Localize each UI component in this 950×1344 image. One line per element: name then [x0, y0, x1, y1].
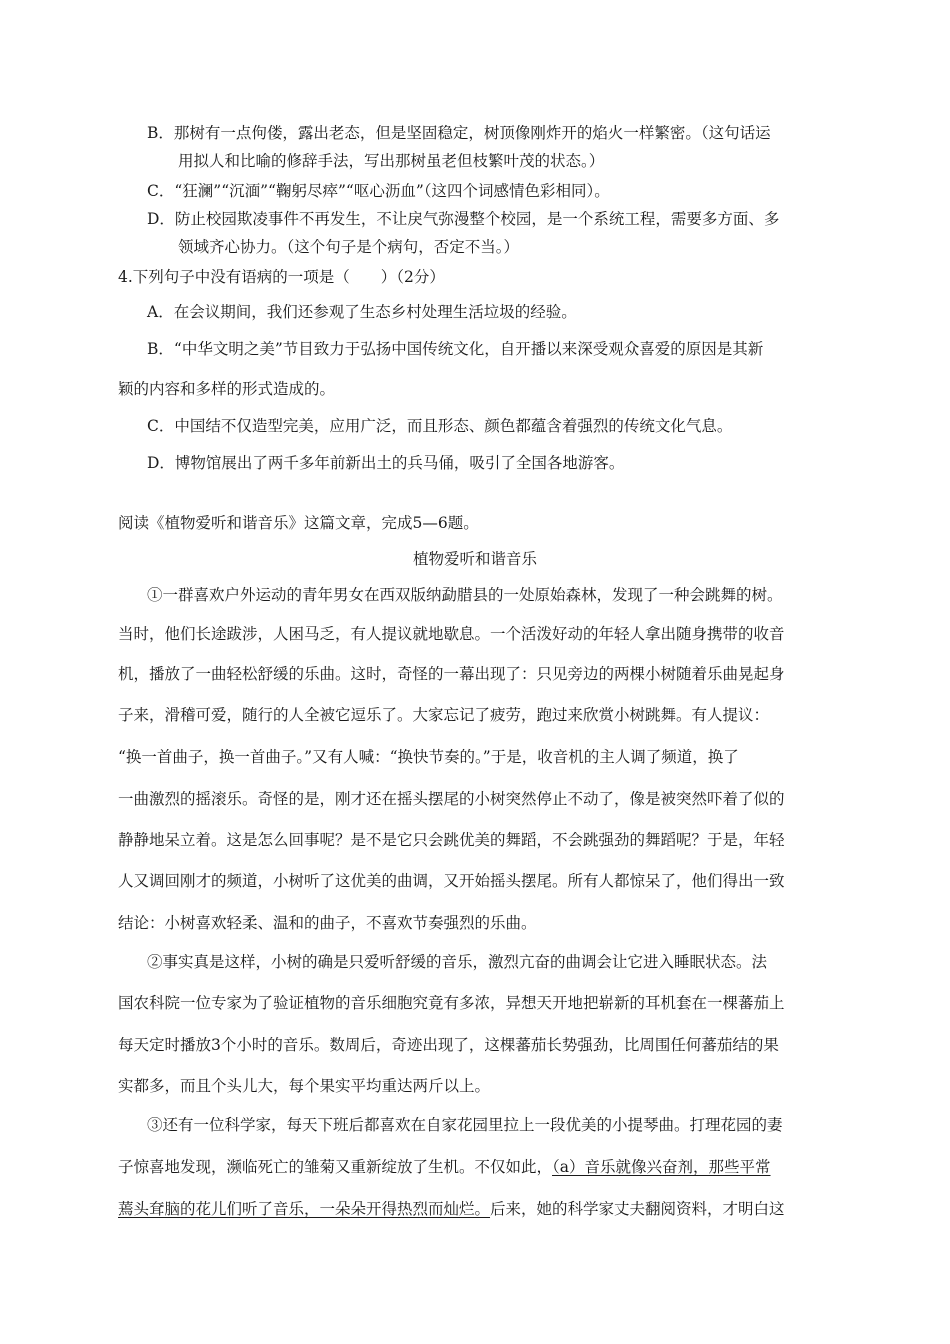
paragraph-1-line: “换一首曲子，换一首曲子。”又有人喊：“换快节奏的。”于是，收音机的主人调了频道，换了 [118, 748, 739, 766]
paragraph-2-line: ②事实真是这样，小树的确是只爱听舒缓的音乐，激烈亢奋的曲调会让它进入睡眠状态。法 [147, 953, 768, 971]
paragraph-3-text: 后来，她的科学家丈夫翻阅资料，才明白这 [490, 1200, 785, 1218]
reading-intro: 阅读《植物爱听和谐音乐》这篇文章，完成5—6题。 [118, 514, 479, 532]
underlined-sentence-a-cont: 蔫头耷脑的花儿们听了音乐，一朵朵开得热烈而灿烂。 [118, 1200, 491, 1218]
q3-option-b-line1: B．那树有一点佝偻，露出老态，但是坚固稳定，树顶像刚炸开的焰火一样繁密。（这句话运 [147, 124, 771, 142]
paragraph-1-line: 静静地呆立着。这是怎么回事呢？是不是它只会跳优美的舞蹈，不会跳强劲的舞蹈呢？于是，年轻 [118, 831, 785, 849]
q4-option-b-line2: 颖的内容和多样的形式造成的。 [118, 380, 336, 398]
q4-option-d: D．博物馆展出了两千多年前新出土的兵马俑，吸引了全国各地游客。 [147, 454, 625, 472]
paragraph-2-line: 国农科院一位专家为了验证植物的音乐细胞究竟有多浓，异想天开地把崭新的耳机套在一棵蕃茄上 [118, 994, 785, 1012]
q3-option-b-line2: 用拟人和比喻的修辞手法，写出那树虽老但枝繁叶茂的状态。） [178, 152, 605, 170]
q3-option-d-line2: 领域齐心协力。（这个句子是个病句，否定不当。） [178, 238, 520, 256]
paragraph-3-text: 子惊喜地发现，濒临死亡的雏菊又重新绽放了生机。不仅如此， [118, 1158, 553, 1176]
q4-stem: 4.下列句子中没有语病的一项是（ ）（2分） [118, 268, 445, 286]
paragraph-3-line [118, 1156, 771, 1178]
paragraph-1-line: ①一群喜欢户外运动的青年男女在西双版纳勐腊县的一处原始森林，发现了一种会跳舞的树。 [147, 586, 783, 604]
q4-option-b-line1: B．“中华文明之美”节目致力于弘扬中国传统文化，自开播以来深受观众喜爱的原因是其新 [147, 340, 764, 358]
paragraph-1-line: 结论：小树喜欢轻柔、温和的曲子，不喜欢节奏强烈的乐曲。 [118, 914, 537, 932]
q3-option-d-line1: D．防止校园欺凌事件不再发生，不让戾气弥漫整个校园，是一个系统工程，需要多方面、多 [147, 210, 780, 228]
q3-option-c: C．“狂澜”“沉湎”“鞠躬尽瘁”“呕心沥血”（这四个词感情色彩相同）。 [147, 182, 610, 200]
paragraph-1-line: 一曲激烈的摇滚乐。奇怪的是，刚才还在摇头摆尾的小树突然停止不动了，像是被突然吓着了似的 [118, 790, 785, 808]
paragraph-3-line [118, 1198, 785, 1220]
q4-option-c: C．中国结不仅造型完美，应用广泛，而且形态、颜色都蕴含着强烈的传统文化气息。 [147, 417, 733, 435]
paragraph-2-line: 每天定时播放3个小时的音乐。数周后，奇迹出现了，这棵蕃茄长势强劲，比周围任何蕃茄结的果 [118, 1036, 779, 1054]
paragraph-1-line: 子来，滑稽可爱，随行的人全被它逗乐了。大家忘记了疲劳，跑过来欣赏小树跳舞。有人提议： [118, 706, 770, 724]
paragraph-1-line: 人又调回刚才的频道，小树听了这优美的曲调，又开始摇头摆尾。所有人都惊呆了，他们得出一致 [118, 872, 785, 890]
paragraph-1-line: 机，播放了一曲轻松舒缓的乐曲。这时，奇怪的一幕出现了：只见旁边的两棵小树随着乐曲晃起身 [118, 665, 785, 683]
q4-option-a: A．在会议期间，我们还参观了生态乡村处理生活垃圾的经验。 [147, 303, 577, 321]
article-title: 植物爱听和谐音乐 [413, 550, 538, 568]
paragraph-2-line: 实都多，而且个头儿大，每个果实平均重达两斤以上。 [118, 1077, 491, 1095]
underlined-sentence-a: （a）音乐就像兴奋剂，那些平常 [552, 1158, 771, 1176]
paragraph-1-line: 当时，他们长途跋涉，人困马乏，有人提议就地歇息。一个活泼好动的年轻人拿出随身携带的收音 [118, 625, 785, 643]
paragraph-3-line: ③还有一位科学家，每天下班后都喜欢在自家花园里拉上一段优美的小提琴曲。打理花园的妻 [147, 1116, 783, 1134]
